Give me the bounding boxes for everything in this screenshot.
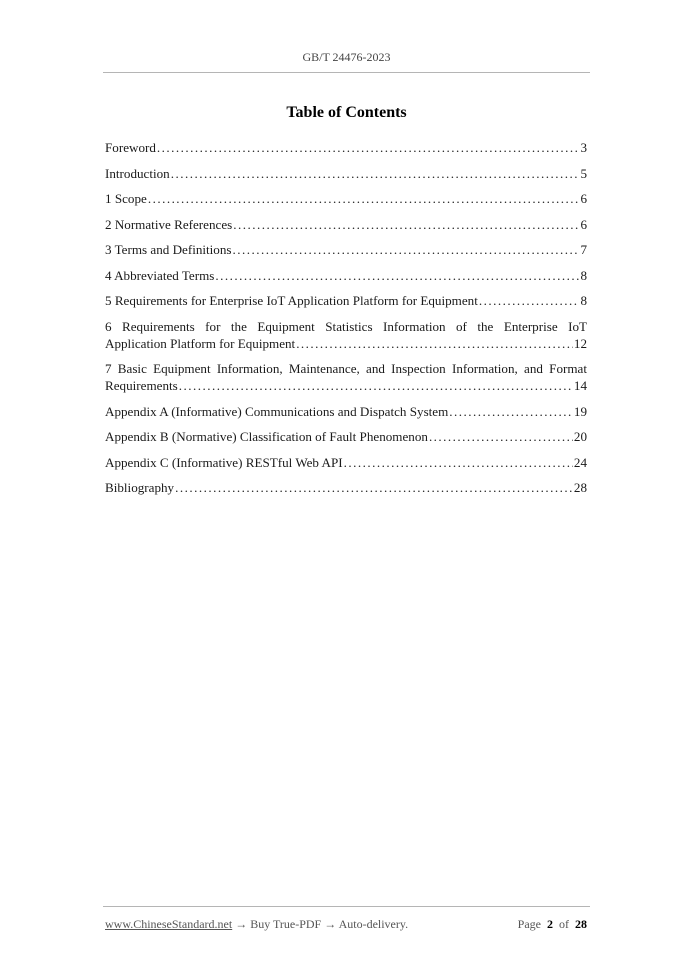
toc-entry-label: Foreword xyxy=(105,140,156,155)
toc-entry-basic-equipment-information[interactable] xyxy=(105,360,587,394)
toc-entry-page: 12 xyxy=(573,335,587,351)
toc-entry-label: Appendix B (Normative) Classification of Fault Phenomenon xyxy=(105,429,428,444)
toc-entry-label-line1: 6 Requirements for the Equipment Statistics Information of the Enterprise IoT xyxy=(105,318,587,334)
toc-entry-label: Appendix C (Informative) RESTful Web API xyxy=(105,454,343,470)
toc-entry-statistics-information[interactable] xyxy=(105,318,587,352)
dot-leader xyxy=(429,428,573,445)
toc-entry-page: 20 xyxy=(573,429,587,444)
toc-entry-page: 14 xyxy=(573,378,587,393)
toc-entry-page: 24 xyxy=(573,454,587,470)
toc-entry-label: 4 Abbreviated Terms xyxy=(105,267,215,283)
page-of: of xyxy=(559,917,569,931)
toc-entry-label: Introduction xyxy=(105,165,170,181)
dot-leader xyxy=(449,403,573,420)
footer-divider xyxy=(103,906,590,907)
table-of-contents xyxy=(105,139,587,505)
dot-leader xyxy=(179,377,573,394)
page-word: Page xyxy=(517,917,541,931)
toc-entry-label: 5 Requirements for Enterprise IoT Application Platform for Equipment xyxy=(105,293,478,308)
toc-entry-appendix-b[interactable] xyxy=(105,428,587,445)
dot-leader xyxy=(479,292,580,309)
website-link[interactable]: www.ChineseStandard.net xyxy=(105,917,233,931)
toc-entry-abbreviated-terms[interactable] xyxy=(105,267,587,284)
page-footer xyxy=(105,917,587,932)
toc-title: Table of Contents xyxy=(286,104,407,121)
toc-entry-appendix-a[interactable] xyxy=(105,403,587,420)
toc-entry-label: 1 Scope xyxy=(105,191,147,206)
dot-leader xyxy=(157,139,580,156)
toc-entry-label-line2: Requirements xyxy=(105,378,178,393)
dot-leader xyxy=(171,165,580,182)
dot-leader xyxy=(148,190,580,207)
page-number xyxy=(518,917,587,932)
toc-entry-page: 8 xyxy=(580,293,587,308)
dot-leader xyxy=(175,479,573,496)
dot-leader xyxy=(215,267,579,284)
toc-entry-requirements-platform[interactable] xyxy=(105,292,587,309)
toc-entry-scope[interactable] xyxy=(105,190,587,207)
header-divider xyxy=(103,72,590,73)
toc-entry-normative-references[interactable] xyxy=(105,216,587,233)
toc-entry-label: Appendix A (Informative) Communications and Dispatch System xyxy=(105,403,449,419)
toc-entry-label: Bibliography xyxy=(105,480,175,495)
toc-entry-foreword[interactable] xyxy=(105,139,587,156)
toc-entry-page: 19 xyxy=(573,403,587,419)
toc-entry-appendix-c[interactable] xyxy=(105,454,587,471)
toc-entry-page: 3 xyxy=(580,140,587,155)
dot-leader xyxy=(344,454,573,471)
toc-entry-page: 5 xyxy=(580,165,587,181)
toc-entry-label-line2: Application Platform for Equipment xyxy=(105,335,296,351)
page-current: 2 xyxy=(547,917,553,931)
footer-tagline: → Buy True-PDF → Auto-delivery. xyxy=(232,917,409,931)
toc-entry-bibliography[interactable] xyxy=(105,479,587,496)
dot-leader xyxy=(233,216,579,233)
toc-entry-label-line1: 7 Basic Equipment Information, Maintenance, and Inspection Information, and Format xyxy=(105,361,587,376)
footer-left xyxy=(105,917,408,932)
toc-entry-page: 6 xyxy=(580,216,587,232)
dot-leader xyxy=(296,335,573,352)
toc-entry-terms-and-definitions[interactable] xyxy=(105,241,587,258)
dot-leader xyxy=(233,241,580,258)
document-code-header: GB/T 24476-2023 xyxy=(302,50,391,64)
page-total: 28 xyxy=(575,917,587,931)
toc-entry-page: 8 xyxy=(580,267,587,283)
toc-entry-label: 2 Normative References xyxy=(105,216,233,232)
toc-entry-page: 7 xyxy=(580,242,587,257)
toc-entry-introduction[interactable] xyxy=(105,165,587,182)
toc-entry-label: 3 Terms and Definitions xyxy=(105,242,232,257)
toc-entry-page: 28 xyxy=(573,480,587,495)
toc-entry-page: 6 xyxy=(580,191,587,206)
